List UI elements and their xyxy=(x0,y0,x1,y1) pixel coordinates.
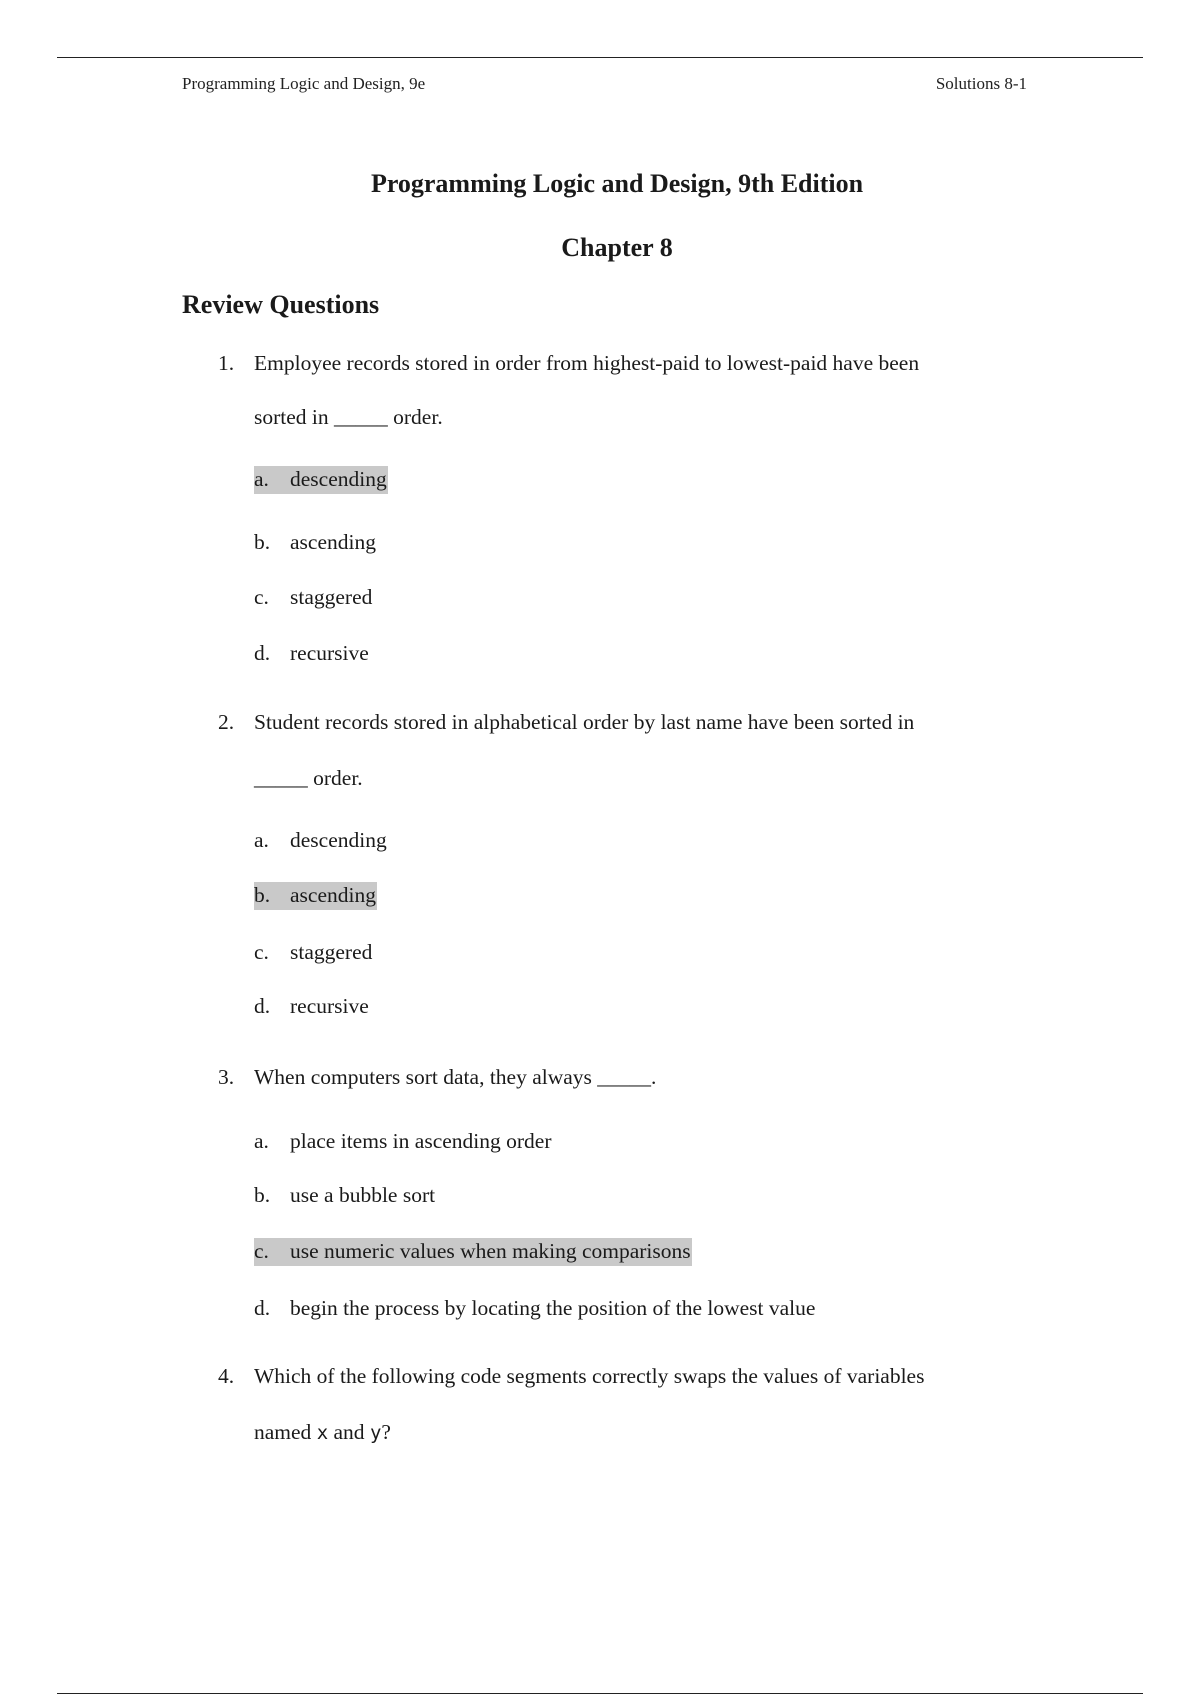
answer-option-a xyxy=(254,827,388,855)
option-text: staggered xyxy=(290,585,373,609)
option-text: use numeric values when making comparisons xyxy=(290,1239,691,1263)
option-letter: c. xyxy=(254,585,269,609)
question-number: 1. xyxy=(218,351,235,375)
variable-x: x xyxy=(316,1422,329,1444)
top-rule xyxy=(57,57,1143,58)
option-letter: a. xyxy=(254,1129,269,1153)
option-letter: a. xyxy=(254,828,269,852)
running-head-left: Programming Logic and Design, 9e xyxy=(182,74,426,93)
answer-option-d xyxy=(254,1295,816,1323)
option-letter: d. xyxy=(254,1296,271,1320)
question-stem-line: Student records stored in alphabetical order by last name have been sorted in xyxy=(254,710,915,734)
stem-text: ? xyxy=(381,1420,391,1444)
answer-option-a xyxy=(254,1128,553,1156)
option-letter: b. xyxy=(254,530,271,554)
option-text: descending xyxy=(290,828,387,852)
question-number: 2. xyxy=(218,710,235,734)
option-letter: b. xyxy=(254,883,271,907)
stem-text: and xyxy=(328,1420,370,1444)
answer-option-b xyxy=(254,1182,436,1210)
option-letter: b. xyxy=(254,1183,271,1207)
option-letter: d. xyxy=(254,994,271,1018)
option-text: recursive xyxy=(290,994,369,1018)
option-text: recursive xyxy=(290,641,369,665)
answer-option-a xyxy=(254,466,388,494)
option-text: descending xyxy=(290,467,387,491)
option-letter: a. xyxy=(254,467,269,491)
answer-option-c xyxy=(254,584,373,612)
question-stem-line: sorted in _____ order. xyxy=(254,405,443,429)
option-text: ascending xyxy=(290,530,376,554)
option-letter: d. xyxy=(254,641,271,665)
question-stem-line: Employee records stored in order from highest-paid to lowest-paid have been xyxy=(254,351,920,375)
question-number: 3. xyxy=(218,1065,235,1089)
option-letter: c. xyxy=(254,940,269,964)
answer-option-d xyxy=(254,993,370,1021)
answer-option-b xyxy=(254,529,377,557)
running-head-right: Solutions 8-1 xyxy=(935,74,1027,93)
option-text: place items in ascending order xyxy=(290,1129,552,1153)
variable-y: y xyxy=(369,1422,382,1444)
option-text: staggered xyxy=(290,940,373,964)
book-title: Programming Logic and Design, 9th Edition xyxy=(370,169,864,198)
answer-option-b xyxy=(254,882,377,910)
option-text: ascending xyxy=(290,883,376,907)
question-stem-line xyxy=(254,1420,391,1445)
option-text: use a bubble sort xyxy=(290,1183,436,1207)
bottom-rule xyxy=(57,1693,1143,1694)
question-stem-line: When computers sort data, they always _____. xyxy=(254,1065,657,1089)
chapter-title: Chapter 8 xyxy=(561,233,673,262)
section-heading: Review Questions xyxy=(182,290,380,319)
question-stem-line: _____ order. xyxy=(254,766,363,790)
option-letter: c. xyxy=(254,1239,269,1263)
question-number: 4. xyxy=(218,1364,235,1388)
option-text: begin the process by locating the position of the lowest value xyxy=(290,1296,816,1320)
answer-option-d xyxy=(254,640,370,668)
question-stem-line: Which of the following code segments correctly swaps the values of variables xyxy=(254,1364,925,1388)
answer-option-c xyxy=(254,939,373,967)
answer-option-c xyxy=(254,1238,692,1266)
stem-text: named xyxy=(254,1420,317,1444)
